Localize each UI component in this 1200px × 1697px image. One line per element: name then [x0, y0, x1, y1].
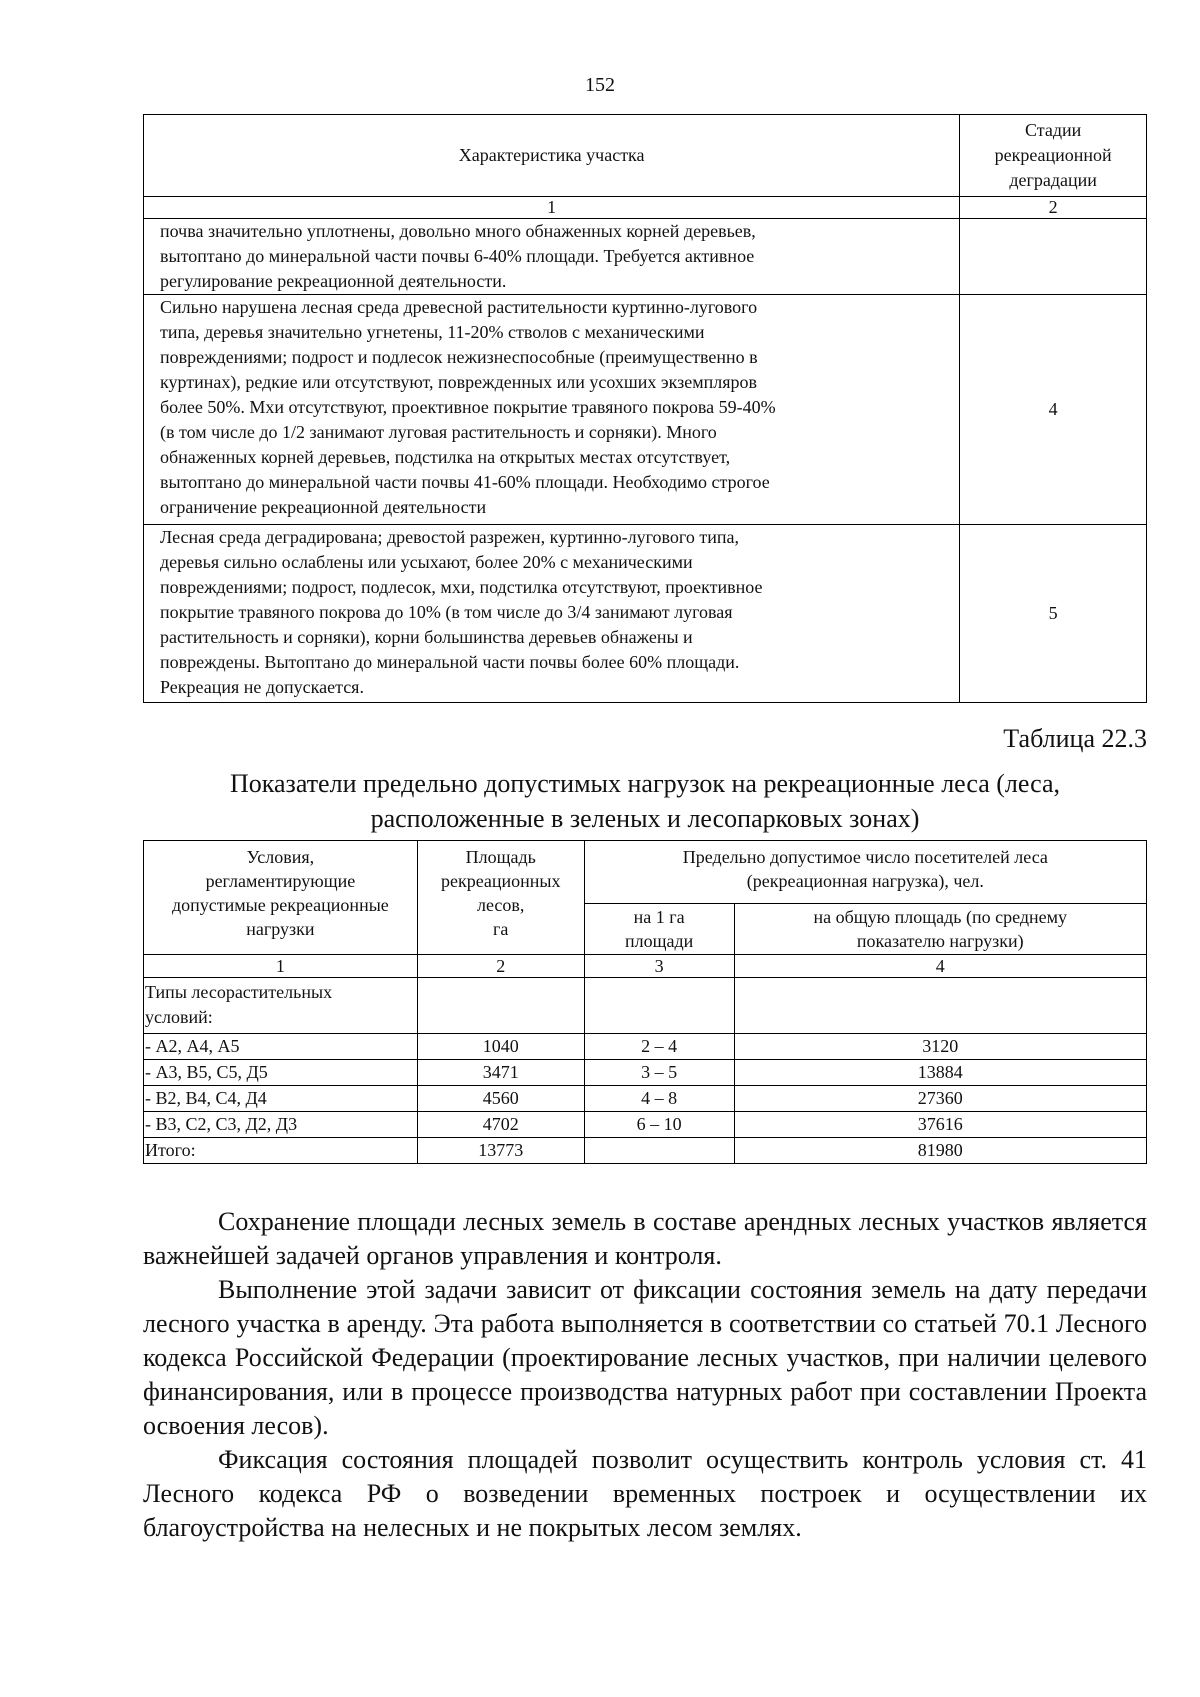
header-per-ha: на 1 га площади: [584, 904, 734, 955]
cell-conditions: Итого:: [144, 1138, 418, 1164]
header-characteristic: Характеристика участка: [144, 115, 960, 197]
cell-area: 1040: [417, 1034, 584, 1060]
table-title: Показатели предельно допустимых нагрузок на рекреационные леса (леса, расположенные в зеленых и лесопарковых зонах): [230, 769, 1060, 833]
table-row: [144, 1112, 1147, 1138]
table-row: [144, 1034, 1147, 1060]
header-total: на общую площадь (по среднему показателю нагрузки): [734, 904, 1146, 955]
header-conditions: Условия, регламентирующие допустимые рекреационные нагрузки: [144, 841, 418, 955]
table-row: [144, 219, 1147, 295]
cell-conditions: - А3, В5, С5, Д5: [144, 1060, 418, 1086]
empty-cell: [734, 978, 1146, 1034]
table-row: [144, 525, 1147, 703]
column-number: 1: [144, 197, 960, 219]
header-max-visitors: Предельно допустимое число посетителей леса (рекреационная нагрузка), чел.: [584, 841, 1146, 904]
total-row: [144, 1138, 1147, 1164]
cell-per-ha: 6 – 10: [584, 1112, 734, 1138]
cell-total: 27360: [734, 1086, 1146, 1112]
row-stage: 4: [960, 295, 1147, 525]
column-number: 1: [144, 955, 418, 978]
row-characteristic: Лесная среда деградирована; древостой разрежен, куртинно-лугового типа, деревья сильно ослаблены или усыхают, более 20% с механическими повреждениями; подрост, подлесок, мхи, подстилка отсутствуют, проективное покрытие травяного покрова до 10% (в том числе до 3/4 занимают луговая растительность и сорняки), корни большинства деревьев обнажены и повреждены. Вытоптано до минеральной части почвы более 60% площади. Рекреация не допускается.: [144, 525, 960, 703]
table-row: [144, 1086, 1147, 1112]
body-text: [143, 1205, 1147, 1545]
column-number-row: [144, 955, 1147, 978]
table-header-row: [144, 115, 1147, 197]
table-header-row: [144, 841, 1147, 904]
cell-area: 3471: [417, 1060, 584, 1086]
column-number: 3: [584, 955, 734, 978]
recreation-load-table: [143, 840, 1147, 1164]
table-row: [144, 1060, 1147, 1086]
cell-total: 37616: [734, 1112, 1146, 1138]
table-row: [144, 295, 1147, 525]
cell-area: 13773: [417, 1138, 584, 1164]
cell-per-ha: 3 – 5: [584, 1060, 734, 1086]
empty-cell: [584, 978, 734, 1034]
row-stage: 5: [960, 525, 1147, 703]
degradation-stages-table: [143, 114, 1147, 703]
column-number: 2: [417, 955, 584, 978]
cell-conditions: - А2, А4, А5: [144, 1034, 418, 1060]
cell-conditions: - В3, С2, С3, Д2, Д3: [144, 1112, 418, 1138]
table-label: Таблица 22.3: [1003, 724, 1147, 753]
cell-per-ha: 4 – 8: [584, 1086, 734, 1112]
header-area: Площадь рекреационных лесов, га: [417, 841, 584, 955]
cell-area: 4702: [417, 1112, 584, 1138]
page-number: 152: [585, 74, 615, 96]
row-characteristic: Сильно нарушена лесная среда древесной растительности куртинно-лугового типа, деревья значительно угнетены, 11-20% стволов с механическими повреждениями; подрост и подлесок нежизнеспособные (преимущественно в куртинах), редкие или отсутствуют, поврежденных или усохших экземпляров более 50%. Мхи отсутствуют, проективное покрытие травяного покрова 59-40% (в том числе до 1/2 занимают луговая растительность и сорняки). Много обнаженных корней деревьев, подстилка на открытых местах отсутствует, вытоптано до минеральной части почвы 41-60% площади. Необходимо строгое ограничение рекреационной деятельности: [144, 295, 960, 525]
empty-cell: [417, 978, 584, 1034]
paragraph: Сохранение площади лесных земель в составе арендных лесных участков является важнейшей задачей органов управления и контроля.: [143, 1207, 1147, 1270]
column-number: 4: [734, 955, 1146, 978]
paragraph: Выполнение этой задачи зависит от фиксации состояния земель на дату передачи лесного участка в аренду. Эта работа выполняется в соответствии со статьей 70.1 Лесного кодекса Российской Федерации (проектирование лесных участков, при наличии целевого финансирования, или в процессе производства натурных работ при составлении Проекта освоения лесов).: [143, 1275, 1147, 1440]
column-number-row: [144, 197, 1147, 219]
row-characteristic: почва значительно уплотнены, довольно много обнаженных корней деревьев, вытоптано до минеральной части почвы 6-40% площади. Требуется активное регулирование рекреационной деятельности.: [144, 219, 960, 295]
cell-total: 3120: [734, 1034, 1146, 1060]
header-stages: Стадии рекреационной деградации: [960, 115, 1147, 197]
cell-area: 4560: [417, 1086, 584, 1112]
group-row: [144, 978, 1147, 1034]
cell-total: 13884: [734, 1060, 1146, 1086]
cell-total: 81980: [734, 1138, 1146, 1164]
group-label: Типы лесорастительных условий:: [144, 978, 418, 1034]
column-number: 2: [960, 197, 1147, 219]
paragraph: Фиксация состояния площадей позволит осуществить контроль условия ст. 41 Лесного кодекса РФ о возведении временных построек и осуществлении их благоустройства на нелесных и не покрытых лесом землях.: [143, 1445, 1147, 1542]
cell-per-ha: 2 – 4: [584, 1034, 734, 1060]
row-stage: [960, 219, 1147, 295]
cell-conditions: - В2, В4, С4, Д4: [144, 1086, 418, 1112]
cell-per-ha: [584, 1138, 734, 1164]
